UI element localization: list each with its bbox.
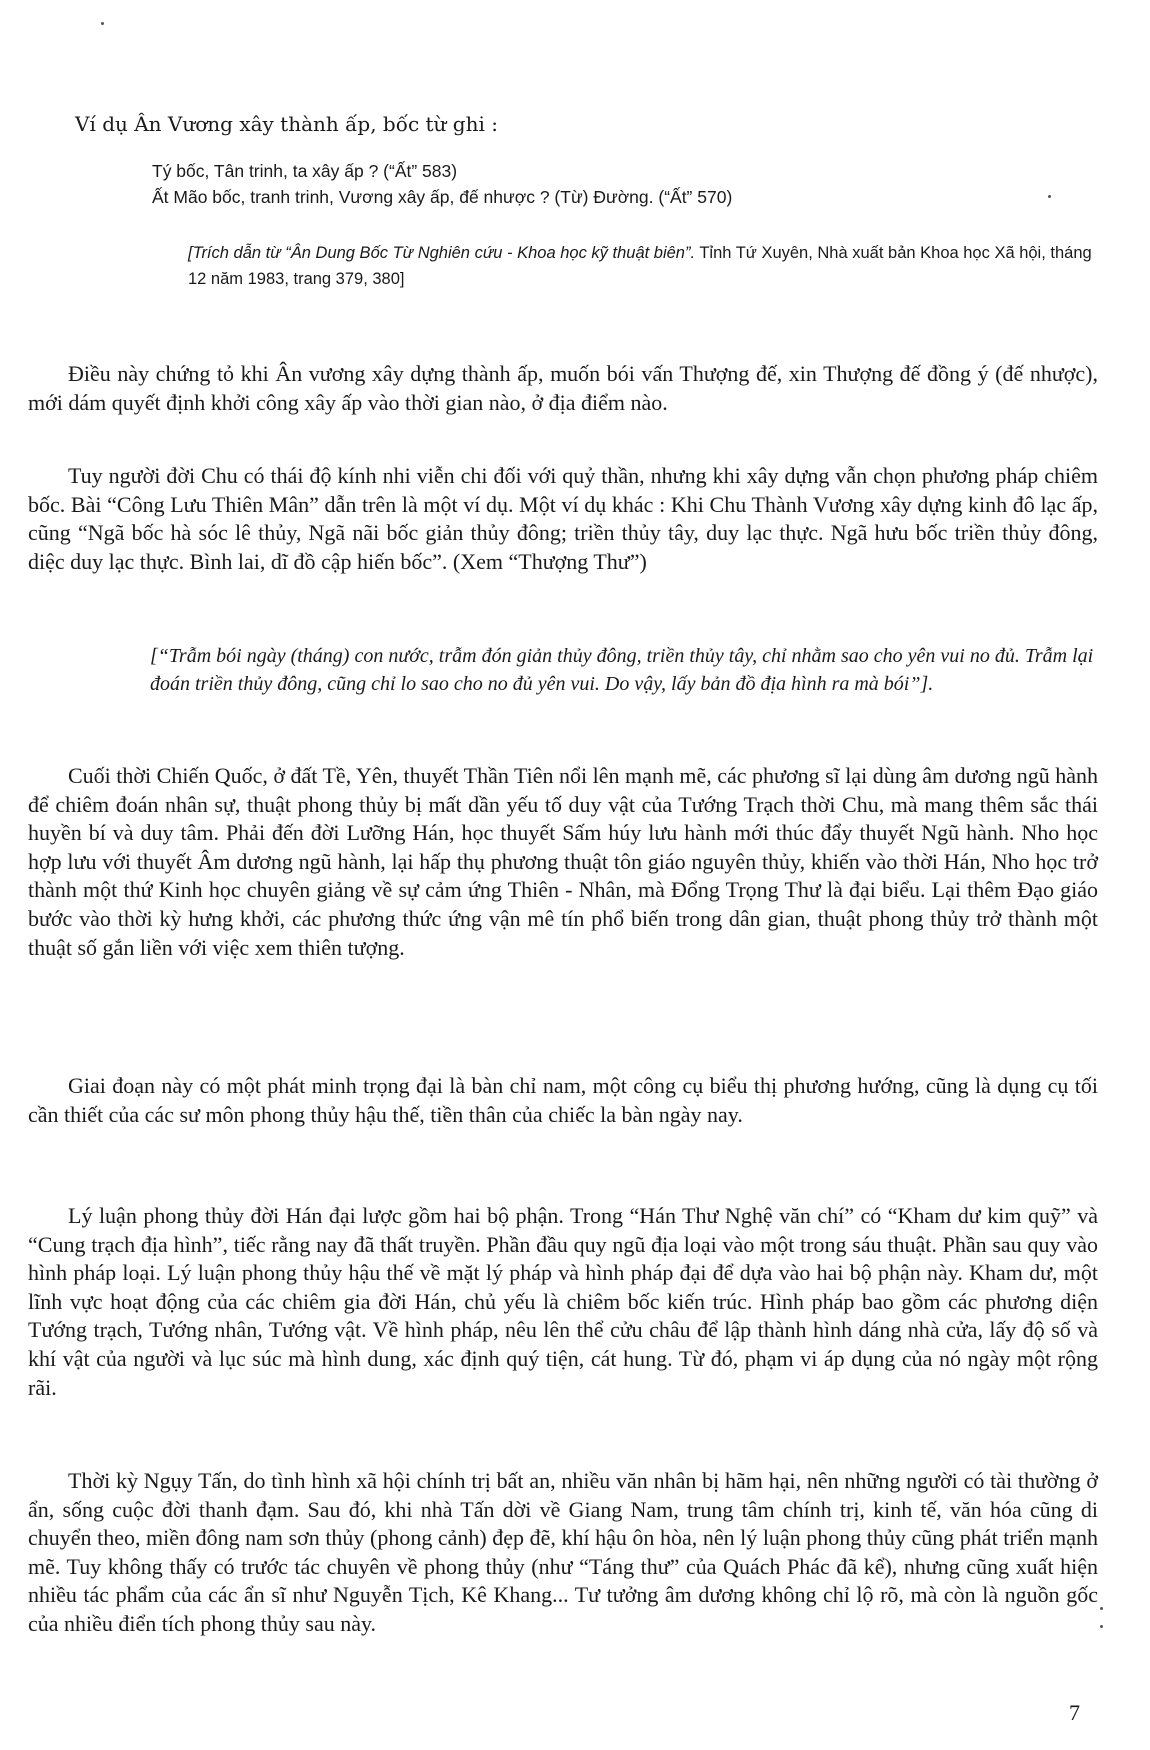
paragraph: Cuối thời Chiến Quốc, ở đất Tề, Yên, thuyết Thần Tiên nổi lên mạnh mẽ, các phương sĩ lại dùng âm dương ngũ hành để chiêm đoán nhân sự, thuật phong thủy bị mất dần yếu tố duy vật của Tướng Trạch thời Chu, mà mang thêm sắc thái huyền bí và duy tâm. Phải đến đời Lưỡng Hán, học thuyết Sấm húy lưu hành mới thúc đẩy thuyết Ngũ hành. Nho học hợp lưu với thuyết Âm dương ngũ hành, lại hấp thụ phương thuật tôn giáo nguyên thủy, khiến vào thời Hán, Nho học trở thành một thứ Kinh học chuyên giảng về sự cảm ứng Thiên - Nhân, mà Đổng Trọng Thư là đại biểu. Lại thêm Đạo giáo bước vào thời kỳ hưng khởi, các phương thức ứng vận mê tín phổ biến trong dân gian, thuật phong thủy trở thành một thuật số gắn liền với việc xem thiên tượng. [28, 763, 1098, 960]
paragraph: Điều này chứng tỏ khi Ân vương xây dựng thành ấp, muốn bói vấn Thượng đế, xin Thượng đế đồng ý (đế nhược), mới dám quyết định khởi công xây ấp vào thời gian nào, ở địa điểm nào. [28, 361, 1098, 415]
page-number: 7 [1069, 1700, 1080, 1725]
intro-line: Ví dụ Ân Vương xây thành ấp, bốc từ ghi : [75, 112, 498, 136]
paragraph: Giai đoạn này có một phát minh trọng đại là bàn chỉ nam, một công cụ biểu thị phương hướng, cũng là dụng cụ tối cần thiết của các sư môn phong thủy hậu thế, tiền thân của chiếc la bàn ngày nay. [28, 1073, 1098, 1127]
scan-speck [1100, 1607, 1103, 1610]
oracle-quote [152, 158, 1092, 210]
paragraph: Tuy người đời Chu có thái độ kính nhi viễn chi đối với quỷ thần, nhưng khi xây dựng vẫn chọn phương pháp chiêm bốc. Bài “Công Lưu Thiên Mân” dẫn trên là một ví dụ. Một ví dụ khác : Khi Chu Thành Vương xây dựng kinh đô lạc ấp, cũng “Ngã bốc hà sóc lê thủy, Ngã nãi bốc giản thủy đông; triền thủy tây, duy lạc thực. Ngã hưu bốc triền thủy đông, diệc duy lạc thực. Bình lai, dĩ đồ cập hiến bốc”. (Xem “Thượng Thư”) [28, 463, 1098, 574]
scan-speck [101, 22, 104, 25]
citation-source: Tỉnh Tứ Xuyên, Nhà xuất bản Khoa học Xã hội, tháng 12 năm 1983, trang 379, 380] [188, 244, 1092, 288]
quote-line: Ất Mão bốc, tranh trinh, Vương xây ấp, đế nhược ? (Từ) Đường. (“Ất” 570) [152, 187, 733, 207]
paragraph: Thời kỳ Ngụy Tấn, do tình hình xã hội chính trị bất an, nhiều văn nhân bị hãm hại, nên những người có tài thường ở ẩn, sống cuộc đời thanh đạm. Sau đó, khi nhà Tấn dời về Giang Nam, trung tâm chính trị, kinh tế, văn hóa cũng di chuyển theo, miền đông nam sơn thủy (phong cảnh) đẹp đẽ, khí hậu ôn hòa, nên lý luận phong thủy cũng phát triển mạnh mẽ. Tuy không thấy có trước tác chuyên về phong thủy (như “Táng thư” của Quách Phác đã kể), nhưng cũng xuất hiện nhiều tác phẩm của các ẩn sĩ như Nguyễn Tịch, Kê Khang... Tư tưởng âm dương không chỉ lộ rõ, mà còn là nguồn gốc của nhiều điển tích phong thủy sau này. [28, 1468, 1098, 1636]
scan-speck [1100, 1625, 1103, 1628]
quote-line: Tý bốc, Tân trinh, ta xây ấp ? (“Ất” 583) [152, 161, 458, 181]
translation-quote: [“Trẫm bói ngày (tháng) con nước, trẫm đón giản thủy đông, triền thủy tây, chỉ nhằm sao cho yên vui no đủ. Trẫm lại đoán triền thủy đông, cũng chỉ lo sao cho no đủ yên vui. Do vậy, lấy bản đồ địa hình ra mà bói”]. [150, 645, 1094, 695]
citation-title: [Trích dẫn từ “Ân Dung Bốc Từ Nghiên cứu - Khoa học kỹ thuật biên”. [188, 244, 696, 262]
citation [188, 240, 1093, 292]
paragraph: Lý luận phong thủy đời Hán đại lược gồm hai bộ phận. Trong “Hán Thư Nghệ văn chí” có “Kham dư kim quỹ” và “Cung trạch địa hình”, tiếc rằng nay đã thất truyền. Phần đầu quy ngũ địa loại vào một trong sáu thuật. Phần sau quy vào hình pháp loại. Lý luận phong thủy hậu thế về mặt lý pháp và hình pháp đại để dựa vào hai bộ phận này. Kham dư, một lĩnh vực hoạt động của các chiêm gia đời Hán, chủ yếu là chiêm bốc kiến trúc. Hình pháp bao gồm các phương diện Tướng trạch, Tướng nhân, Tướng vật. Về hình pháp, nêu lên thể cửu châu để lập thành hình dáng nhà cửa, lấy độ số và khí vật của người và lục súc mà hình dung, xác định quý tiện, cát hung. Từ đó, phạm vi áp dụng của nó ngày một rộng rãi. [28, 1203, 1098, 1400]
